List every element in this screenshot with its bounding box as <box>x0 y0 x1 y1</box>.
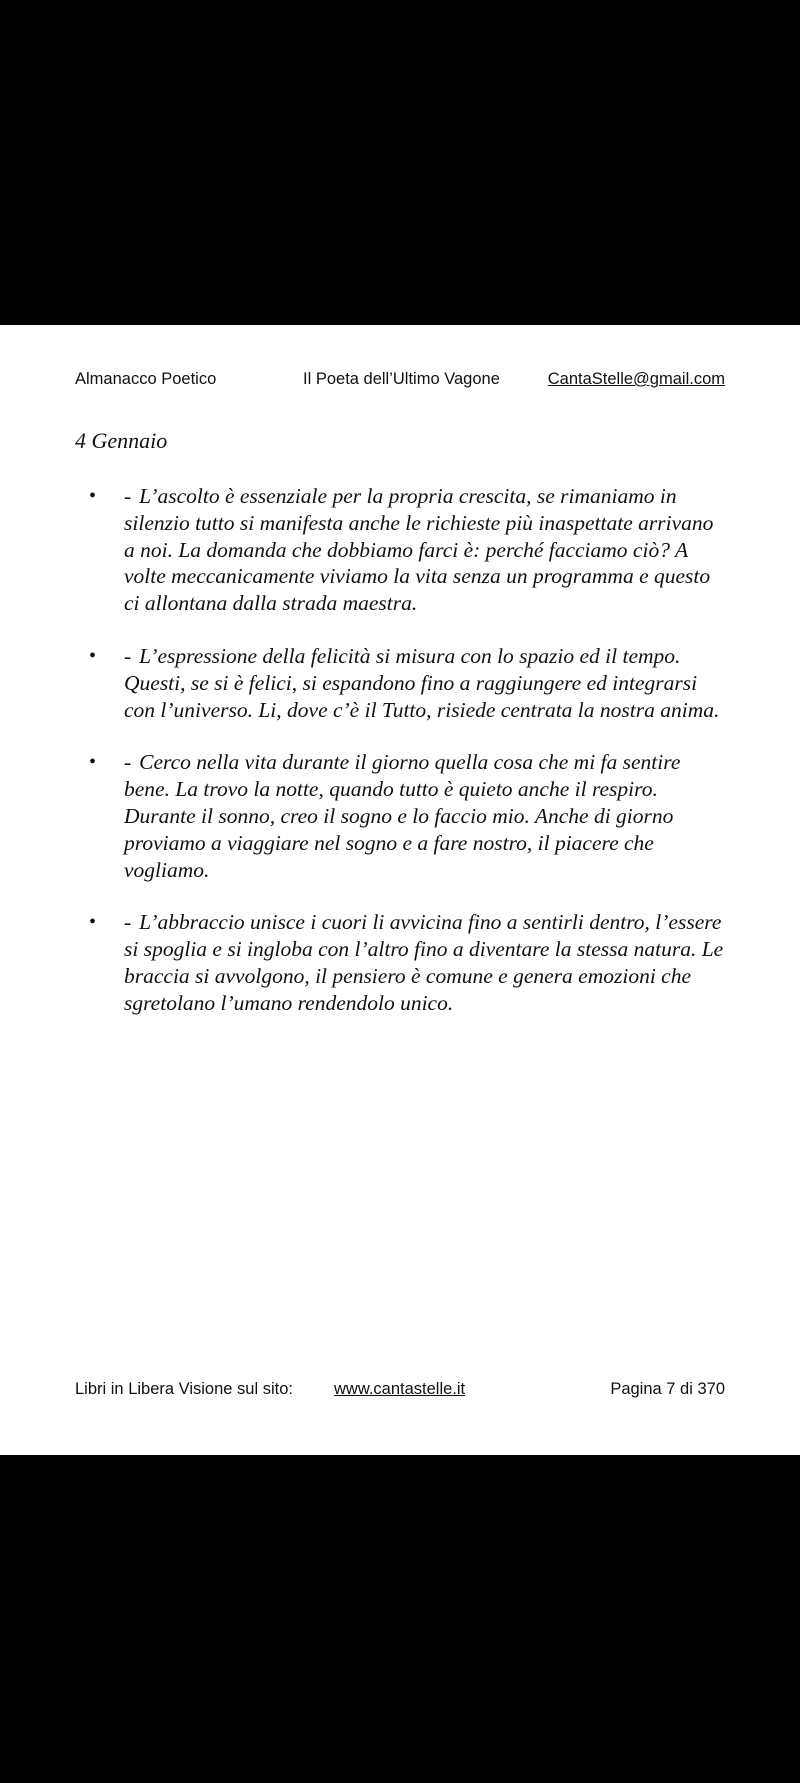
header-author: Il Poeta dell’Ultimo Vagone <box>303 370 500 388</box>
bullet-icon: • <box>89 485 97 507</box>
entry-dash: - <box>124 484 132 508</box>
list-item <box>75 909 725 1016</box>
footer-website-link[interactable]: www.cantastelle.it <box>334 1380 466 1398</box>
footer-caption: Libri in Libera Visione sul sito: <box>75 1380 293 1398</box>
header-email-link[interactable]: CantaStelle@gmail.com <box>547 370 725 388</box>
entry-text: Cerco nella vita durante il giorno quella cosa che mi fa sentire bene. La trovo la notte, quando tutto è quieto anche il respiro. Durante il sonno, creo il sogno e lo faccio mio. Anche di giorno proviamo a viaggiare nel sogno e a fare nostro, il piacere che vogliamo. <box>124 750 681 882</box>
entry-text: L’abbraccio unisce i cuori li avvicina fino a sentirli dentro, l’essere si spoglia e si ingloba con l’altro fino a diventare la stessa natura. Le braccia si avvolgono, il pensiero è comune e genera emozioni che sgretolano l’umano rendendolo unico. <box>124 910 724 1015</box>
bullet-icon: • <box>89 644 97 667</box>
entry-dash: - <box>124 750 132 775</box>
page-header <box>75 370 725 394</box>
page-number: Pagina 7 di 370 <box>610 1380 725 1398</box>
header-book-title: Almanacco Poetico <box>75 370 217 388</box>
entry-text: L’espressione della felicità si misura con lo spazio ed il tempo. Questi, se si è felici, si espandono fino a raggiungere ed integrarsi con l’universo. Li, dove c’è il Tutto, risiede centrata la nostra anima. <box>124 643 720 722</box>
list-item <box>75 643 725 723</box>
entry-dash: - <box>124 643 132 668</box>
entry-dash: - <box>124 910 132 935</box>
list-item <box>75 749 725 883</box>
entry-text: L’ascolto è essenziale per la propria crescita, se rimaniamo in silenzio tutto si manifesta anche le richieste più inaspettate arrivano a noi. La domanda che dobbiamo farci è: perché facciamo ciò? A volte meccanicamente viviamo la vita senza un programma e questo ci allontana dalla strada maestra. <box>124 484 714 616</box>
list-item <box>75 483 725 617</box>
page-footer <box>75 1380 725 1404</box>
bullet-icon: • <box>89 911 97 934</box>
page-title: 4 Gennaio <box>75 428 168 453</box>
bullet-icon: • <box>89 751 97 774</box>
entry-list <box>75 483 725 1043</box>
document-page <box>0 325 800 1455</box>
